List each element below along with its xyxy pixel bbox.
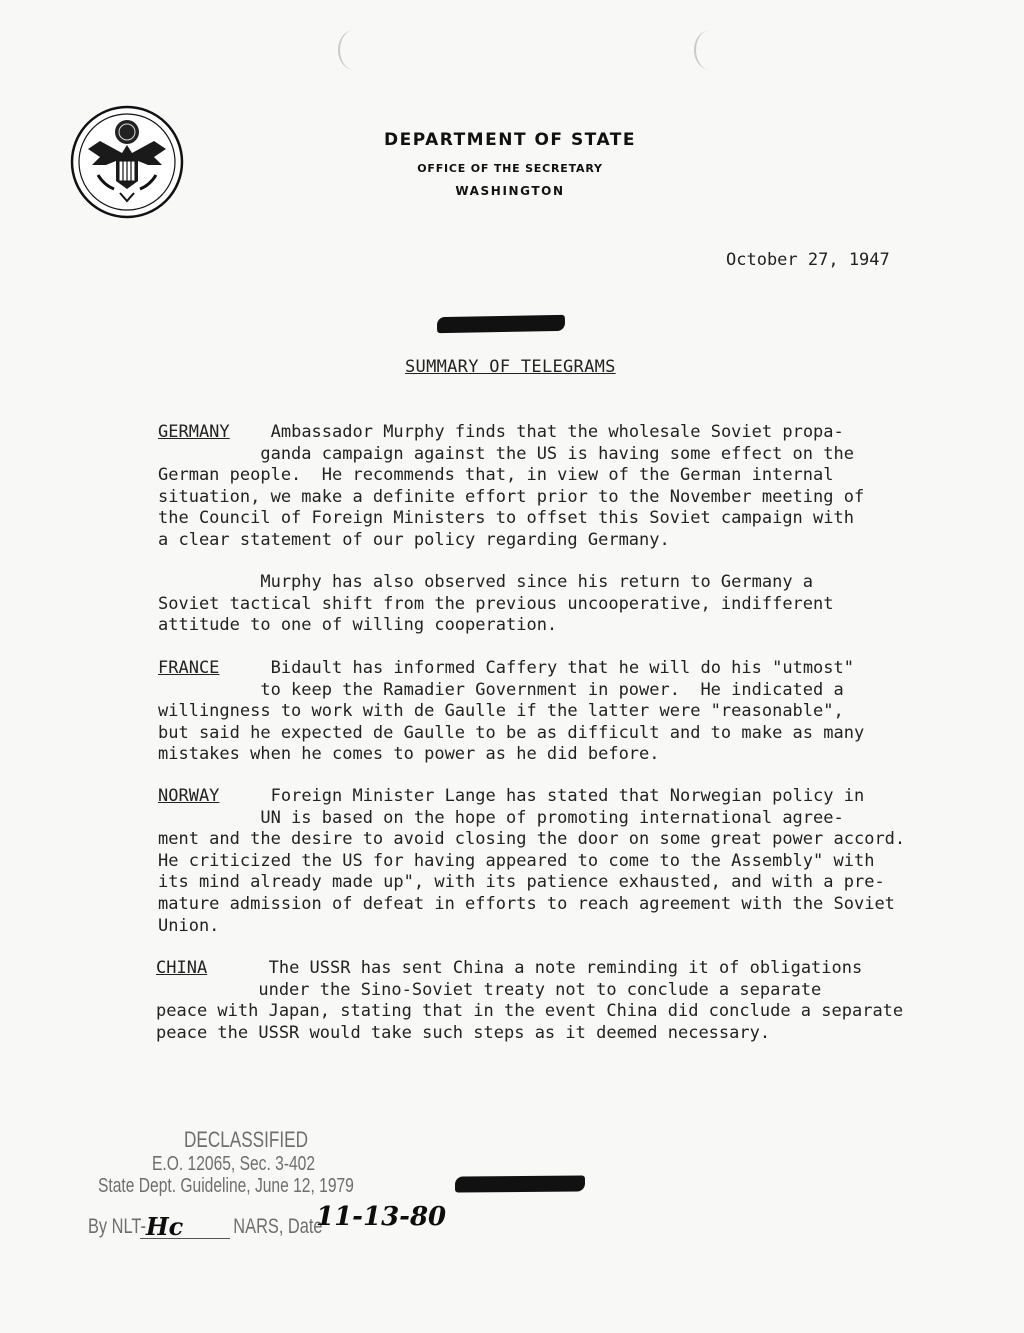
section-china [156, 958, 903, 1044]
document-date: October 27, 1947 [726, 250, 890, 270]
declassified-stamp-line2: E.O. 12065, Sec. 3-402 [152, 1153, 316, 1175]
document-title: SUMMARY OF TELEGRAMS [405, 357, 616, 377]
declassified-by-prefix: By NLT- [88, 1215, 146, 1238]
section-text-china: The USSR has sent China a note reminding it of obligations under the Sino-Soviet treaty not to conclude a separate peace with Japan, stating that in the event China did conclude a separate peace the USSR would take such steps as it deemed necessary. [156, 958, 904, 1043]
section-france [158, 658, 864, 766]
section-norway [158, 786, 905, 937]
declassified-stamp-line1: DECLASSIFIED [184, 1127, 308, 1152]
punch-hole-right [694, 30, 726, 70]
section-germany [158, 422, 864, 552]
letterhead-department: DEPARTMENT OF STATE [383, 130, 637, 150]
section-germany-continued [158, 572, 834, 637]
letterhead-city: WASHINGTON [455, 184, 565, 198]
section-label-china: CHINA [156, 958, 208, 978]
redacted-classification-bottom [455, 1175, 585, 1192]
letterhead-office: OFFICE OF THE SECRETARY [417, 162, 603, 175]
section-label-france: FRANCE [158, 658, 220, 678]
state-department-seal-icon [70, 105, 184, 219]
section-text-germany: Ambassador Murphy finds that the wholesale Soviet propa- ganda campaign against the US is having some effect on the German people. He recommends that, in view of the German internal situation, we make a definite effort prior to the November meeting of the Council of Foreign Ministers to offset this Soviet campaign with a clear statement of our policy regarding Germany. [158, 422, 865, 550]
section-label-germany: GERMANY [158, 422, 230, 442]
section-text-germany-continued: Murphy has also observed since his return to Germany a Soviet tactical shift from the previous uncooperative, indifferent attitude to one of willing cooperation. [158, 572, 834, 636]
section-text-france: Bidault has informed Caffery that he will do his "utmost" to keep the Ramadier Government in power. He indicated a willingness to work with de Gaulle if the latter were "reasonable", but said he expected de Gaulle to be as difficult and to make as many mistakes when he comes to power as he did before. [158, 658, 865, 765]
section-label-norway: NORWAY [158, 786, 220, 806]
redacted-classification-top [437, 315, 565, 333]
declassified-stamp-line3: State Dept. Guideline, June 12, 1979 [98, 1175, 354, 1197]
handwritten-date: 11-13-80 [316, 1202, 447, 1232]
handwritten-initials: Hc [146, 1212, 184, 1241]
declassified-stamp-line4 [88, 1215, 323, 1239]
section-text-norway: Foreign Minister Lange has stated that Norwegian policy in UN is based on the hope of promoting international agree- ment and the desire to avoid closing the door on some great power accord. He criticized the US for having appeared to come to the Assembly" with its mind already made up", with its patience exhausted, and with a pre- mature admission of defeat in efforts to reach agreement with the Soviet Union. [158, 786, 906, 936]
declassified-nars-date-label: NARS, Date [233, 1215, 323, 1238]
punch-hole-left [338, 30, 370, 70]
